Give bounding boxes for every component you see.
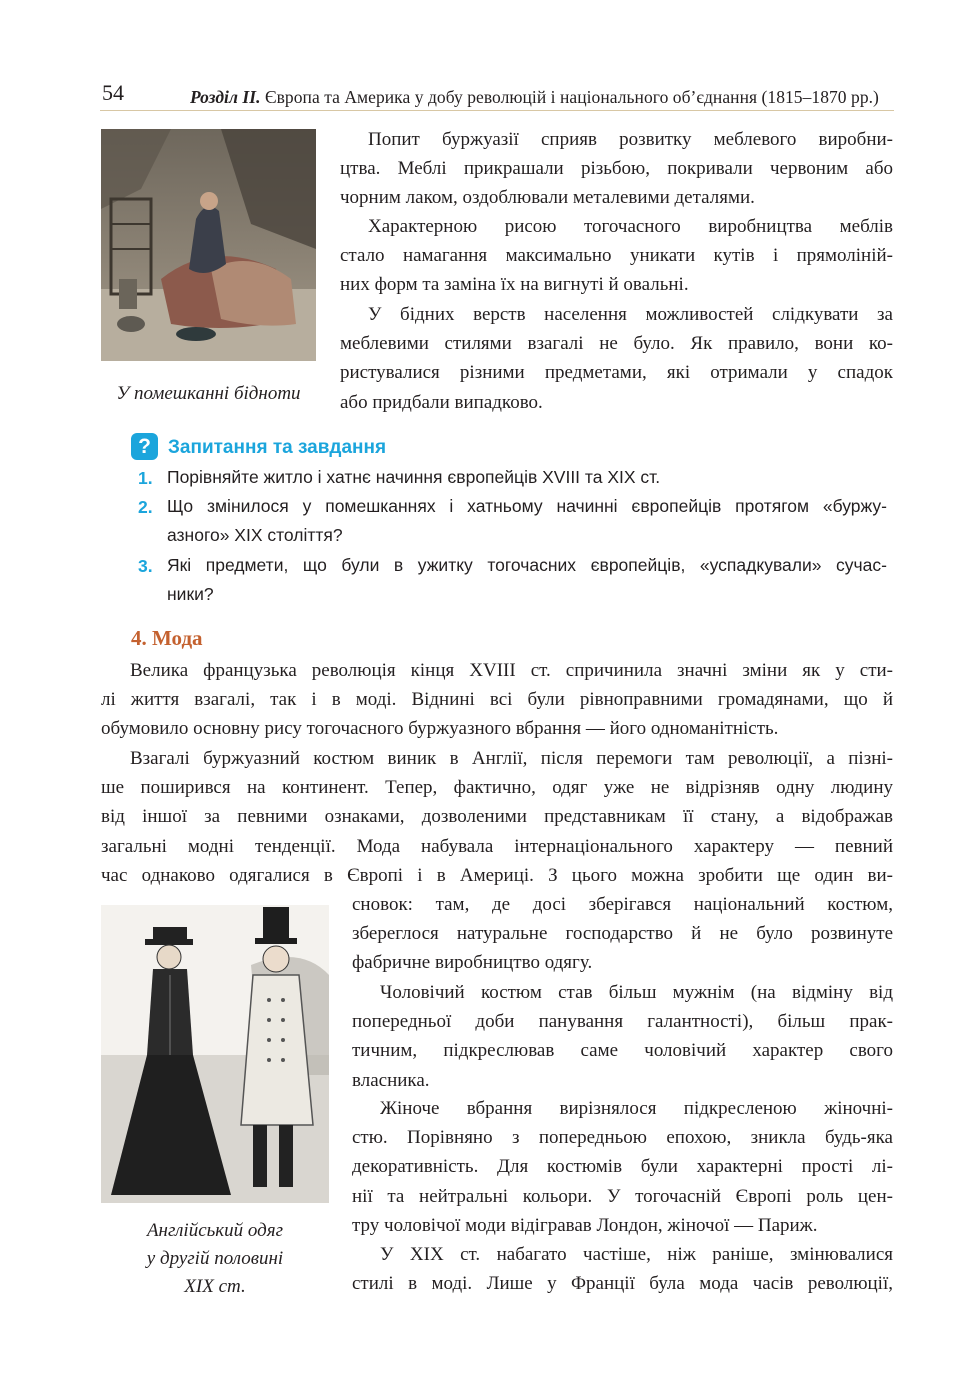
text-line: них форм та заміна їх на вигнуті й овальні. (340, 274, 689, 296)
text-line: У бідних верств населення можливостей слідкувати за (368, 304, 893, 325)
text-line: загальні модні тенденції. Мода набувала інтернаціонального характеру — певний (101, 835, 893, 857)
text-line: попередньої доби панування галантності), більш прак- (352, 1011, 893, 1033)
text-line: Які предмети, що були в ужитку тогочасних європейців, «успадкували» сучас- (167, 555, 887, 575)
paragraph-poor-furniture (340, 300, 893, 417)
caption-line: у другій половині (146, 1248, 284, 1269)
running-header (190, 87, 879, 108)
fashion-figure-caption (101, 1217, 329, 1301)
header-rule (100, 110, 894, 111)
text-line: час однаково одягалися в Європі і в Америці. З цього можна зробити ще один ви- (101, 864, 893, 886)
poverty-interior-illustration (101, 129, 316, 361)
text-line: власника. (352, 1069, 430, 1091)
question-text (167, 463, 887, 492)
text-line: лі життя взагалі, так і в моді. Віднині всі були рівноправними громадянами, що й (101, 689, 893, 711)
questions-title: Запитання та завдання (168, 437, 387, 458)
paragraph-revolution-fashion (101, 656, 893, 744)
text-line: чорним лаком, оздоблювали металевими деталями. (340, 187, 755, 209)
text-line: меблевими стилями взагалі не було. Як правило, вони ко- (340, 333, 893, 355)
text-line: азного» XIX століття? (167, 525, 343, 545)
text-line: тичним, підкреслював саме чоловічий характер свого (352, 1040, 893, 1062)
paragraph-bourgeois-costume (101, 744, 893, 890)
paragraph-furniture-demand (340, 125, 893, 213)
text-line: сновок: там, де досі зберігався національний костюм, (352, 894, 893, 915)
english-fashion-engraving (101, 905, 329, 1203)
caption-line: Англійський одяг (146, 1220, 284, 1241)
text-line: Велика французька революція кінця XVIII ст. спричинила значні зміни як у сти- (130, 660, 893, 681)
page-number: 54 (102, 80, 124, 105)
text-line: Що змінилося у помешканнях і хатньому начинні європейців протягом «буржу- (167, 496, 887, 516)
text-line: збереглося натуральне господарство й не було розвинуте (352, 923, 893, 945)
question-text (167, 551, 887, 609)
question-number: 2. (138, 497, 153, 517)
text-line: обумовило основну рису тогочасного буржуазного вбрання — його одноманітність. (101, 718, 779, 740)
text-line: Взагалі буржуазний костюм виник в Англії, після перемоги там революції, а пізні- (130, 748, 893, 769)
text-line: ристувалися різними предметами, які отримали у спадок (340, 362, 893, 384)
running-header-section: Розділ ІІ. (190, 87, 261, 107)
paragraph-womens-costume (352, 1094, 893, 1240)
text-line: стало намагання максимально уникати кутів і прямоліній- (340, 245, 893, 267)
caption-line: XIX ст. (184, 1276, 246, 1297)
text-line: декоративність. Для костюмів були характерні прості лі- (352, 1156, 893, 1178)
text-line: фабричне виробництво одягу. (352, 952, 593, 974)
text-line: Попит буржуазії сприяв розвитку меблевого виробни- (368, 129, 893, 150)
text-line: ники? (167, 584, 214, 604)
question-icon: ? (131, 433, 158, 460)
paragraph-styles-change (352, 1240, 893, 1298)
text-line: Характерною рисою тогочасного виробництва меблів (368, 216, 893, 237)
text-line: У XIX ст. набагато частіше, ніж раніше, змінювалися (380, 1244, 893, 1265)
running-header-title: Європа та Америка у добу революцій і національного об’єднання (1815–1870 рр.) (265, 87, 879, 107)
question-text (167, 492, 887, 550)
paragraph-furniture-shapes (340, 212, 893, 300)
text-line: стю. Порівняно з попередньою епохою, зникла будь-яка (352, 1127, 893, 1149)
text-line: тру чоловічої моди відігравав Лондон, жіночої — Париж. (352, 1214, 818, 1236)
question-number: 1. (138, 468, 153, 488)
text-line: цтва. Меблі прикрашали різьбою, покривали червоним або (340, 158, 893, 180)
text-line: від іншої за певними ознаками, дозволеними представникам її стану, а відображав (101, 806, 893, 828)
text-line: Порівняйте житло і хатнє начиння європейців XVIII та XIX ст. (167, 467, 661, 487)
section-title: 4. Мода (131, 626, 203, 650)
question-number: 3. (138, 556, 153, 576)
text-line: Чоловічий костюм став більш мужнім (на відміну від (380, 982, 893, 1003)
text-line: ше поширився на континент. Тепер, фактично, одяг уже не відрізняв одну людину (101, 777, 893, 799)
text-line: нії та нейтральні кольори. У тогочасній Європі роль цен- (352, 1185, 893, 1207)
text-line: стилі в моді. Лише у Франції була мода часів революції, (352, 1273, 893, 1295)
paragraph-national-costume (352, 890, 893, 978)
text-line: Жіноче вбрання вирізнялося підкресленою жіночні- (380, 1098, 893, 1119)
paragraph-mens-costume (352, 978, 893, 1095)
poverty-figure-caption: У помешканні бідноти (116, 383, 301, 404)
text-line: або придбали випадково. (340, 391, 543, 413)
